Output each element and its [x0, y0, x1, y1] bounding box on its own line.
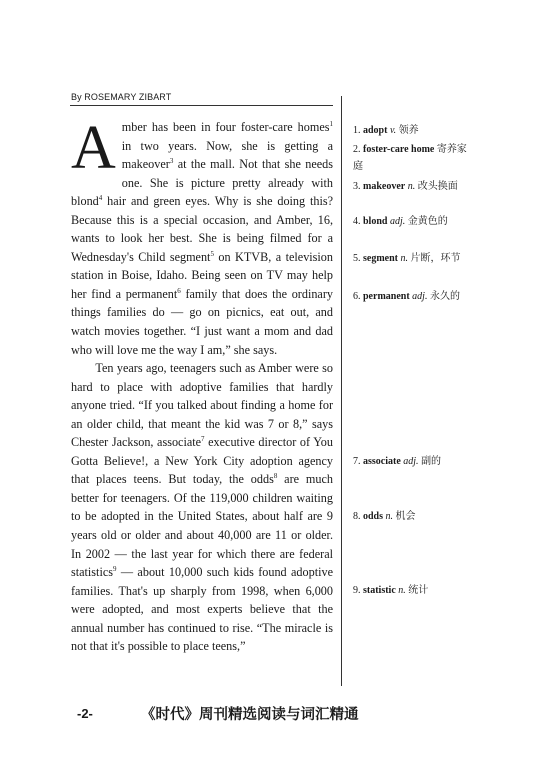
glossary-word: foster-care home	[363, 144, 435, 155]
footnote-marker: 9	[112, 565, 117, 574]
article-text: Ten years ago, teenagers such as Amber were so hard to place with adoptive families that hardly anyone tried. “If you talked about finding a home for an older child, that meant the kid was 7 or 8,” says Chester Jackson, associate	[71, 361, 333, 450]
glossary-num: 6.	[353, 291, 361, 302]
footnote-marker: 3	[169, 157, 174, 166]
article-text: mber has been in four foster-care homes	[121, 120, 330, 134]
glossary-pos: adj.	[389, 216, 406, 227]
glossary-word: adopt	[363, 125, 388, 136]
glossary-entry-5	[353, 250, 471, 267]
footnote-marker: 4	[98, 194, 103, 203]
glossary-word: blond	[363, 216, 388, 227]
footnote-marker: 7	[201, 435, 205, 444]
article-text: on KTVB, a television station in Boise, Idaho. Being seen on TV may help her find a permanent	[71, 249, 333, 301]
glossary-num: 4.	[353, 216, 361, 227]
glossary-entry-6	[353, 288, 471, 305]
byline: By ROSEMARY ZIBART	[71, 92, 172, 102]
article-paragraph-2	[71, 359, 333, 656]
glossary-meaning: 机会	[395, 511, 416, 522]
glossary-pos: n.	[398, 585, 406, 596]
glossary-entry-1	[353, 122, 471, 139]
glossary-meaning: 统计	[408, 585, 429, 596]
glossary-word: makeover	[363, 181, 406, 192]
glossary-entry-4	[353, 213, 471, 230]
column-divider	[341, 96, 342, 686]
article-text: are much better for teenagers. Of the 119,000 children waiting to be adopted in the United States, about half are 9 years old or older and about 40,000 are 11 or older. In 2002 — the last year for which there are federal statistics	[71, 472, 333, 580]
article-text: at the mall. Not that she needs one. She is picture pretty already with blond	[71, 157, 333, 209]
article-text: family that does the ordinary things families do — go on picnics, eat out, and watch movies together. “I just want a mom and dad who will love me the way I am,” she says.	[71, 286, 333, 357]
glossary-meaning: 金黄色的	[407, 216, 448, 227]
page-number: -2-	[77, 706, 93, 721]
article-paragraph-1	[71, 114, 333, 359]
byline-rule	[70, 105, 333, 106]
glossary-meaning: 片断，环节	[410, 253, 461, 264]
glossary-entry-8	[353, 508, 471, 525]
glossary-pos: n.	[400, 253, 408, 264]
drop-cap: A	[71, 114, 116, 182]
glossary-meaning: 寄养家庭	[353, 144, 467, 172]
glossary-meaning: 改头换面	[417, 181, 458, 192]
footnote-marker: 6	[177, 286, 181, 295]
glossary-meaning: 副的	[421, 456, 442, 467]
glossary-pos: n.	[407, 181, 416, 192]
glossary-entry-7	[353, 453, 471, 470]
glossary-entry-9	[353, 582, 471, 599]
footnote-marker: 1	[329, 119, 333, 128]
glossary-num: 9.	[353, 585, 361, 596]
article-text: hair and green eyes. Why is she doing this? Because this is a special occasion, and Amber, 16, wants to look her best. She is being filmed for a Wednesday's Child segment	[71, 194, 333, 264]
glossary-word: associate	[363, 456, 401, 467]
article-text: executive director of You Gotta Believe!, a New York City adoption agency that places teens. But today, the odds	[71, 435, 333, 487]
glossary-num: 8.	[353, 511, 361, 522]
footnote-marker: 8	[273, 472, 278, 481]
glossary-word: segment	[363, 253, 398, 264]
book-title: 《时代》周刊精选阅读与词汇精通	[141, 707, 359, 723]
glossary-meaning: 领养	[398, 125, 419, 136]
article-body	[71, 114, 333, 656]
article-text: — about 10,000 such kids found adoptive families. That's up sharply from 1998, when 6,000 were adopted, and most experts believe that the annual number has continued to rise. “The miracle is not that it's possible to place teens,”	[71, 565, 333, 654]
glossary-pos: adj.	[403, 456, 419, 467]
glossary-pos: adj.	[412, 291, 428, 302]
footnote-marker: 5	[210, 249, 214, 258]
article-text: in two years. Now, she is getting a makeover	[121, 138, 333, 172]
glossary-num: 7.	[353, 456, 361, 467]
glossary-num: 5.	[353, 253, 361, 264]
glossary-num: 2.	[353, 144, 361, 155]
glossary-word: odds	[363, 511, 384, 522]
glossary-word: permanent	[363, 291, 410, 302]
glossary-pos: v.	[389, 125, 397, 136]
glossary-meaning: 永久的	[429, 291, 460, 302]
glossary-num: 3.	[353, 181, 361, 192]
glossary-entry-3	[353, 178, 471, 195]
glossary-num: 1.	[353, 125, 361, 136]
glossary-entry-2	[353, 141, 471, 175]
glossary-pos: n.	[385, 511, 394, 522]
glossary-word: statistic	[363, 585, 396, 596]
